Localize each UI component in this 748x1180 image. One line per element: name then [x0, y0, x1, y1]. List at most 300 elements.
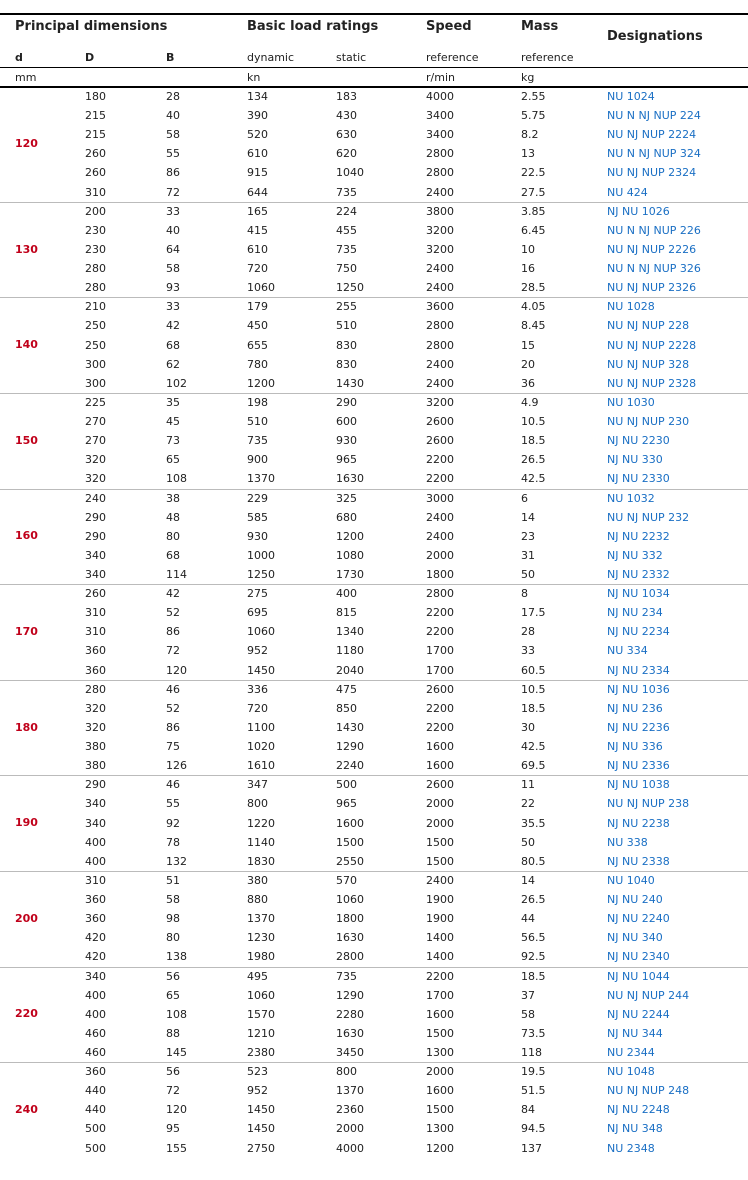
- cell-dynamic-load: 1610: [247, 759, 275, 772]
- cell-reference-speed: 2400: [426, 377, 454, 390]
- cell-designation[interactable]: NU 424: [607, 186, 648, 199]
- cell-reference-speed: 2200: [426, 970, 454, 983]
- cell-dynamic-load: 198: [247, 396, 268, 409]
- cell-dynamic-load: 1220: [247, 817, 275, 830]
- cell-static-load: 1730: [336, 568, 364, 581]
- cell-dynamic-load: 930: [247, 530, 268, 543]
- cell-static-load: 570: [336, 874, 357, 887]
- cell-width: 42: [166, 319, 180, 332]
- unit-rpm: r/min: [426, 71, 455, 84]
- cell-designation[interactable]: NJ NU 2232: [607, 530, 670, 543]
- cell-mass: 13: [521, 147, 535, 160]
- cell-designation[interactable]: NJ NU 1044: [607, 970, 670, 983]
- cell-reference-speed: 1900: [426, 912, 454, 925]
- cell-outer-diameter: 420: [85, 931, 106, 944]
- cell-dynamic-load: 610: [247, 243, 268, 256]
- cell-outer-diameter: 280: [85, 262, 106, 275]
- cell-dynamic-load: 1370: [247, 472, 275, 485]
- cell-designation[interactable]: NU 1024: [607, 90, 655, 103]
- cell-static-load: 830: [336, 339, 357, 352]
- cell-outer-diameter: 270: [85, 434, 106, 447]
- cell-width: 102: [166, 377, 187, 390]
- cell-static-load: 750: [336, 262, 357, 275]
- cell-static-load: 1600: [336, 817, 364, 830]
- cell-outer-diameter: 360: [85, 912, 106, 925]
- cell-outer-diameter: 215: [85, 109, 106, 122]
- cell-outer-diameter: 230: [85, 224, 106, 237]
- cell-width: 68: [166, 339, 180, 352]
- cell-width: 80: [166, 530, 180, 543]
- cell-mass: 2.55: [521, 90, 546, 103]
- cell-static-load: 735: [336, 243, 357, 256]
- cell-mass: 26.5: [521, 453, 546, 466]
- cell-dynamic-load: 1210: [247, 1027, 275, 1040]
- cell-outer-diameter: 400: [85, 989, 106, 1002]
- cell-width: 68: [166, 549, 180, 562]
- cell-outer-diameter: 260: [85, 587, 106, 600]
- cell-outer-diameter: 215: [85, 128, 106, 141]
- table-top-rule: [0, 13, 748, 15]
- cell-mass: 5.75: [521, 109, 546, 122]
- cell-reference-speed: 1700: [426, 989, 454, 1002]
- cell-designation[interactable]: NJ NU 234: [607, 606, 663, 619]
- cell-static-load: 1500: [336, 836, 364, 849]
- cell-static-load: 3450: [336, 1046, 364, 1059]
- cell-mass: 28.5: [521, 281, 546, 294]
- cell-static-load: 1430: [336, 377, 364, 390]
- cell-static-load: 325: [336, 492, 357, 505]
- cell-mass: 50: [521, 836, 535, 849]
- cell-width: 155: [166, 1142, 187, 1155]
- cell-designation[interactable]: NJ NU 348: [607, 1122, 663, 1135]
- cell-reference-speed: 2000: [426, 817, 454, 830]
- cell-outer-diameter: 320: [85, 453, 106, 466]
- cell-designation[interactable]: NJ NU 240: [607, 893, 663, 906]
- cell-mass: 35.5: [521, 817, 546, 830]
- bore-diameter: 130: [15, 243, 38, 256]
- cell-dynamic-load: 1370: [247, 912, 275, 925]
- cell-mass: 10.5: [521, 415, 546, 428]
- bore-diameter: 220: [15, 1007, 38, 1020]
- cell-static-load: 1060: [336, 893, 364, 906]
- subheader-D: D: [85, 51, 95, 64]
- cell-reference-speed: 2000: [426, 549, 454, 562]
- cell-width: 120: [166, 1103, 187, 1116]
- cell-reference-speed: 3400: [426, 109, 454, 122]
- cell-static-load: 850: [336, 702, 357, 715]
- cell-dynamic-load: 390: [247, 109, 268, 122]
- cell-dynamic-load: 952: [247, 1084, 268, 1097]
- cell-designation[interactable]: NU NJ NUP 2228: [607, 339, 697, 352]
- cell-width: 98: [166, 912, 180, 925]
- cell-designation[interactable]: NU NJ NUP 248: [607, 1084, 690, 1097]
- cell-outer-diameter: 380: [85, 759, 106, 772]
- cell-width: 73: [166, 434, 180, 447]
- cell-reference-speed: 1600: [426, 1084, 454, 1097]
- cell-dynamic-load: 1200: [247, 377, 275, 390]
- cell-designation[interactable]: NU NJ NUP 232: [607, 511, 690, 524]
- bore-diameter: 240: [15, 1103, 38, 1116]
- cell-outer-diameter: 400: [85, 855, 106, 868]
- cell-width: 114: [166, 568, 187, 581]
- cell-static-load: 1630: [336, 1027, 364, 1040]
- cell-mass: 23: [521, 530, 535, 543]
- cell-static-load: 400: [336, 587, 357, 600]
- cell-dynamic-load: 800: [247, 797, 268, 810]
- cell-mass: 28: [521, 625, 535, 638]
- cell-designation[interactable]: NJ NU 1038: [607, 778, 670, 791]
- cell-dynamic-load: 1980: [247, 950, 275, 963]
- cell-outer-diameter: 250: [85, 319, 106, 332]
- cell-designation[interactable]: NJ NU 2238: [607, 817, 670, 830]
- cell-static-load: 2360: [336, 1103, 364, 1116]
- cell-designation[interactable]: NJ NU 330: [607, 453, 663, 466]
- cell-dynamic-load: 1100: [247, 721, 275, 734]
- cell-outer-diameter: 300: [85, 377, 106, 390]
- cell-designation[interactable]: NU N NJ NUP 324: [607, 147, 701, 160]
- cell-reference-speed: 2200: [426, 721, 454, 734]
- bore-diameter: 170: [15, 625, 38, 638]
- cell-mass: 56.5: [521, 931, 546, 944]
- header-rule: [0, 67, 748, 68]
- cell-dynamic-load: 336: [247, 683, 268, 696]
- cell-designation[interactable]: NU NJ NUP 2326: [607, 281, 697, 294]
- cell-mass: 60.5: [521, 664, 546, 677]
- cell-mass: 42.5: [521, 472, 546, 485]
- cell-width: 46: [166, 778, 180, 791]
- bore-diameter: 140: [15, 338, 38, 351]
- cell-mass: 19.5: [521, 1065, 546, 1078]
- cell-width: 95: [166, 1122, 180, 1135]
- cell-reference-speed: 1500: [426, 855, 454, 868]
- cell-outer-diameter: 500: [85, 1142, 106, 1155]
- cell-width: 108: [166, 1008, 187, 1021]
- cell-designation[interactable]: NU 1032: [607, 492, 655, 505]
- cell-designation[interactable]: NU NJ NUP 238: [607, 797, 690, 810]
- subheader-d: d: [15, 51, 23, 64]
- cell-mass: 69.5: [521, 759, 546, 772]
- cell-static-load: 1290: [336, 740, 364, 753]
- cell-designation[interactable]: NU NJ NUP 2328: [607, 377, 697, 390]
- bore-diameter: 200: [15, 912, 38, 925]
- bore-diameter: 180: [15, 721, 38, 734]
- cell-mass: 18.5: [521, 970, 546, 983]
- cell-width: 75: [166, 740, 180, 753]
- cell-reference-speed: 2200: [426, 453, 454, 466]
- cell-designation[interactable]: NJ NU 236: [607, 702, 663, 715]
- cell-mass: 27.5: [521, 186, 546, 199]
- cell-static-load: 800: [336, 1065, 357, 1078]
- cell-reference-speed: 2800: [426, 587, 454, 600]
- cell-dynamic-load: 695: [247, 606, 268, 619]
- cell-reference-speed: 2600: [426, 415, 454, 428]
- cell-dynamic-load: 1060: [247, 989, 275, 1002]
- cell-outer-diameter: 240: [85, 492, 106, 505]
- cell-dynamic-load: 915: [247, 166, 268, 179]
- cell-static-load: 815: [336, 606, 357, 619]
- cell-designation[interactable]: NU NJ NUP 2224: [607, 128, 697, 141]
- bore-diameter: 150: [15, 434, 38, 447]
- cell-reference-speed: 2600: [426, 778, 454, 791]
- cell-static-load: 1080: [336, 549, 364, 562]
- cell-width: 145: [166, 1046, 187, 1059]
- cell-designation[interactable]: NJ NU 336: [607, 740, 663, 753]
- cell-outer-diameter: 340: [85, 797, 106, 810]
- cell-designation[interactable]: NU N NJ NUP 224: [607, 109, 701, 122]
- cell-designation[interactable]: NU NJ NUP 2226: [607, 243, 697, 256]
- cell-designation[interactable]: NJ NU 344: [607, 1027, 663, 1040]
- cell-dynamic-load: 1060: [247, 625, 275, 638]
- subheader-B: B: [166, 51, 175, 64]
- cell-designation[interactable]: NJ NU 2330: [607, 472, 670, 485]
- cell-designation[interactable]: NU 1030: [607, 396, 655, 409]
- cell-designation[interactable]: NJ NU 2230: [607, 434, 670, 447]
- cell-width: 58: [166, 893, 180, 906]
- cell-designation[interactable]: NJ NU 1036: [607, 683, 670, 696]
- cell-mass: 14: [521, 511, 535, 524]
- cell-width: 52: [166, 606, 180, 619]
- cell-designation[interactable]: NJ NU 332: [607, 549, 663, 562]
- cell-outer-diameter: 250: [85, 339, 106, 352]
- cell-reference-speed: 1300: [426, 1122, 454, 1135]
- cell-designation[interactable]: NJ NU 2332: [607, 568, 670, 581]
- cell-reference-speed: 3800: [426, 205, 454, 218]
- cell-designation[interactable]: NU NJ NUP 244: [607, 989, 690, 1002]
- cell-static-load: 1250: [336, 281, 364, 294]
- cell-outer-diameter: 300: [85, 358, 106, 371]
- cell-mass: 94.5: [521, 1122, 546, 1135]
- cell-outer-diameter: 260: [85, 147, 106, 160]
- cell-dynamic-load: 1450: [247, 1103, 275, 1116]
- cell-width: 40: [166, 224, 180, 237]
- cell-dynamic-load: 1140: [247, 836, 275, 849]
- cell-reference-speed: 1300: [426, 1046, 454, 1059]
- cell-outer-diameter: 360: [85, 893, 106, 906]
- cell-mass: 8.45: [521, 319, 546, 332]
- cell-width: 120: [166, 664, 187, 677]
- cell-designation[interactable]: NU 334: [607, 644, 648, 657]
- cell-designation[interactable]: NU 1028: [607, 300, 655, 313]
- cell-reference-speed: 3200: [426, 224, 454, 237]
- cell-outer-diameter: 270: [85, 415, 106, 428]
- cell-reference-speed: 2400: [426, 281, 454, 294]
- cell-reference-speed: 1700: [426, 644, 454, 657]
- cell-reference-speed: 1600: [426, 740, 454, 753]
- cell-mass: 18.5: [521, 434, 546, 447]
- cell-outer-diameter: 320: [85, 472, 106, 485]
- cell-static-load: 1040: [336, 166, 364, 179]
- cell-mass: 80.5: [521, 855, 546, 868]
- cell-static-load: 500: [336, 778, 357, 791]
- cell-static-load: 1630: [336, 931, 364, 944]
- cell-designation[interactable]: NJ NU 2336: [607, 759, 670, 772]
- cell-reference-speed: 2400: [426, 358, 454, 371]
- cell-width: 86: [166, 625, 180, 638]
- cell-dynamic-load: 1450: [247, 1122, 275, 1135]
- cell-static-load: 2000: [336, 1122, 364, 1135]
- cell-dynamic-load: 880: [247, 893, 268, 906]
- cell-width: 38: [166, 492, 180, 505]
- unit-kn: kn: [247, 71, 261, 84]
- cell-dynamic-load: 900: [247, 453, 268, 466]
- header-speed: Speed: [426, 19, 472, 34]
- cell-mass: 30: [521, 721, 535, 734]
- cell-outer-diameter: 310: [85, 606, 106, 619]
- cell-dynamic-load: 495: [247, 970, 268, 983]
- cell-dynamic-load: 2380: [247, 1046, 275, 1059]
- cell-designation[interactable]: NJ NU 2236: [607, 721, 670, 734]
- cell-reference-speed: 2200: [426, 472, 454, 485]
- cell-width: 72: [166, 644, 180, 657]
- cell-reference-speed: 1600: [426, 759, 454, 772]
- cell-width: 33: [166, 205, 180, 218]
- cell-dynamic-load: 720: [247, 262, 268, 275]
- cell-dynamic-load: 179: [247, 300, 268, 313]
- cell-static-load: 1290: [336, 989, 364, 1002]
- cell-designation[interactable]: NJ NU 2338: [607, 855, 670, 868]
- cell-designation[interactable]: NJ NU 1034: [607, 587, 670, 600]
- cell-static-load: 510: [336, 319, 357, 332]
- cell-dynamic-load: 229: [247, 492, 268, 505]
- cell-designation[interactable]: NJ NU 2244: [607, 1008, 670, 1021]
- cell-designation[interactable]: NU 338: [607, 836, 648, 849]
- cell-mass: 17.5: [521, 606, 546, 619]
- cell-reference-speed: 2400: [426, 511, 454, 524]
- cell-reference-speed: 2800: [426, 319, 454, 332]
- cell-designation[interactable]: NJ NU 2234: [607, 625, 670, 638]
- cell-mass: 42.5: [521, 740, 546, 753]
- cell-outer-diameter: 310: [85, 186, 106, 199]
- bore-diameter: 160: [15, 529, 38, 542]
- header-basic-load-ratings: Basic load ratings: [247, 19, 379, 34]
- cell-width: 55: [166, 147, 180, 160]
- cell-designation[interactable]: NJ NU 340: [607, 931, 663, 944]
- subheader-dynamic: dynamic: [247, 51, 295, 64]
- cell-reference-speed: 2400: [426, 530, 454, 543]
- cell-reference-speed: 2400: [426, 186, 454, 199]
- cell-mass: 84: [521, 1103, 535, 1116]
- header-mass: Mass: [521, 19, 559, 34]
- cell-outer-diameter: 180: [85, 90, 106, 103]
- cell-designation[interactable]: NU 1040: [607, 874, 655, 887]
- cell-reference-speed: 2600: [426, 683, 454, 696]
- cell-dynamic-load: 510: [247, 415, 268, 428]
- cell-designation[interactable]: NU 2344: [607, 1046, 655, 1059]
- cell-mass: 137: [521, 1142, 542, 1155]
- cell-width: 93: [166, 281, 180, 294]
- cell-width: 138: [166, 950, 187, 963]
- cell-designation[interactable]: NU NJ NUP 230: [607, 415, 690, 428]
- cell-outer-diameter: 310: [85, 625, 106, 638]
- cell-static-load: 2550: [336, 855, 364, 868]
- cell-reference-speed: 3400: [426, 128, 454, 141]
- cell-static-load: 620: [336, 147, 357, 160]
- cell-static-load: 255: [336, 300, 357, 313]
- cell-static-load: 290: [336, 396, 357, 409]
- cell-dynamic-load: 1230: [247, 931, 275, 944]
- cell-width: 40: [166, 109, 180, 122]
- cell-width: 33: [166, 300, 180, 313]
- cell-outer-diameter: 360: [85, 644, 106, 657]
- cell-static-load: 680: [336, 511, 357, 524]
- cell-static-load: 2040: [336, 664, 364, 677]
- cell-reference-speed: 4000: [426, 90, 454, 103]
- cell-mass: 118: [521, 1046, 542, 1059]
- cell-reference-speed: 2400: [426, 874, 454, 887]
- cell-outer-diameter: 380: [85, 740, 106, 753]
- cell-outer-diameter: 400: [85, 836, 106, 849]
- cell-designation[interactable]: NJ NU 1026: [607, 205, 670, 218]
- cell-static-load: 1370: [336, 1084, 364, 1097]
- cell-mass: 14: [521, 874, 535, 887]
- cell-width: 56: [166, 970, 180, 983]
- cell-dynamic-load: 735: [247, 434, 268, 447]
- cell-outer-diameter: 280: [85, 281, 106, 294]
- cell-reference-speed: 3600: [426, 300, 454, 313]
- cell-designation[interactable]: NU 2348: [607, 1142, 655, 1155]
- cell-designation[interactable]: NU NJ NUP 328: [607, 358, 690, 371]
- cell-mass: 22: [521, 797, 535, 810]
- cell-outer-diameter: 320: [85, 721, 106, 734]
- cell-outer-diameter: 290: [85, 511, 106, 524]
- cell-designation[interactable]: NU NJ NUP 228: [607, 319, 690, 332]
- bore-diameter: 120: [15, 137, 38, 150]
- cell-designation[interactable]: NU NJ NUP 2324: [607, 166, 697, 179]
- cell-static-load: 4000: [336, 1142, 364, 1155]
- cell-mass: 4.9: [521, 396, 539, 409]
- cell-static-load: 735: [336, 970, 357, 983]
- cell-mass: 15: [521, 339, 535, 352]
- cell-dynamic-load: 380: [247, 874, 268, 887]
- cell-outer-diameter: 420: [85, 950, 106, 963]
- cell-static-load: 430: [336, 109, 357, 122]
- cell-width: 65: [166, 453, 180, 466]
- cell-mass: 6: [521, 492, 528, 505]
- cell-designation[interactable]: NU N NJ NUP 226: [607, 224, 701, 237]
- cell-static-load: 930: [336, 434, 357, 447]
- cell-designation[interactable]: NU N NJ NUP 326: [607, 262, 701, 275]
- cell-width: 65: [166, 989, 180, 1002]
- cell-outer-diameter: 460: [85, 1046, 106, 1059]
- cell-mass: 73.5: [521, 1027, 546, 1040]
- cell-width: 86: [166, 166, 180, 179]
- cell-outer-diameter: 310: [85, 874, 106, 887]
- cell-designation[interactable]: NU 1048: [607, 1065, 655, 1078]
- cell-dynamic-load: 952: [247, 644, 268, 657]
- cell-dynamic-load: 1000: [247, 549, 275, 562]
- cell-designation[interactable]: NJ NU 2248: [607, 1103, 670, 1116]
- cell-mass: 10.5: [521, 683, 546, 696]
- cell-width: 62: [166, 358, 180, 371]
- cell-mass: 18.5: [521, 702, 546, 715]
- cell-static-load: 830: [336, 358, 357, 371]
- cell-static-load: 2280: [336, 1008, 364, 1021]
- cell-designation[interactable]: NJ NU 2340: [607, 950, 670, 963]
- cell-width: 80: [166, 931, 180, 944]
- cell-designation[interactable]: NJ NU 2240: [607, 912, 670, 925]
- cell-static-load: 600: [336, 415, 357, 428]
- cell-outer-diameter: 280: [85, 683, 106, 696]
- subheader-speed-reference: reference: [426, 51, 479, 64]
- cell-mass: 50: [521, 568, 535, 581]
- cell-dynamic-load: 450: [247, 319, 268, 332]
- cell-width: 86: [166, 721, 180, 734]
- cell-dynamic-load: 165: [247, 205, 268, 218]
- cell-outer-diameter: 440: [85, 1103, 106, 1116]
- cell-designation[interactable]: NJ NU 2334: [607, 664, 670, 677]
- cell-width: 55: [166, 797, 180, 810]
- cell-width: 78: [166, 836, 180, 849]
